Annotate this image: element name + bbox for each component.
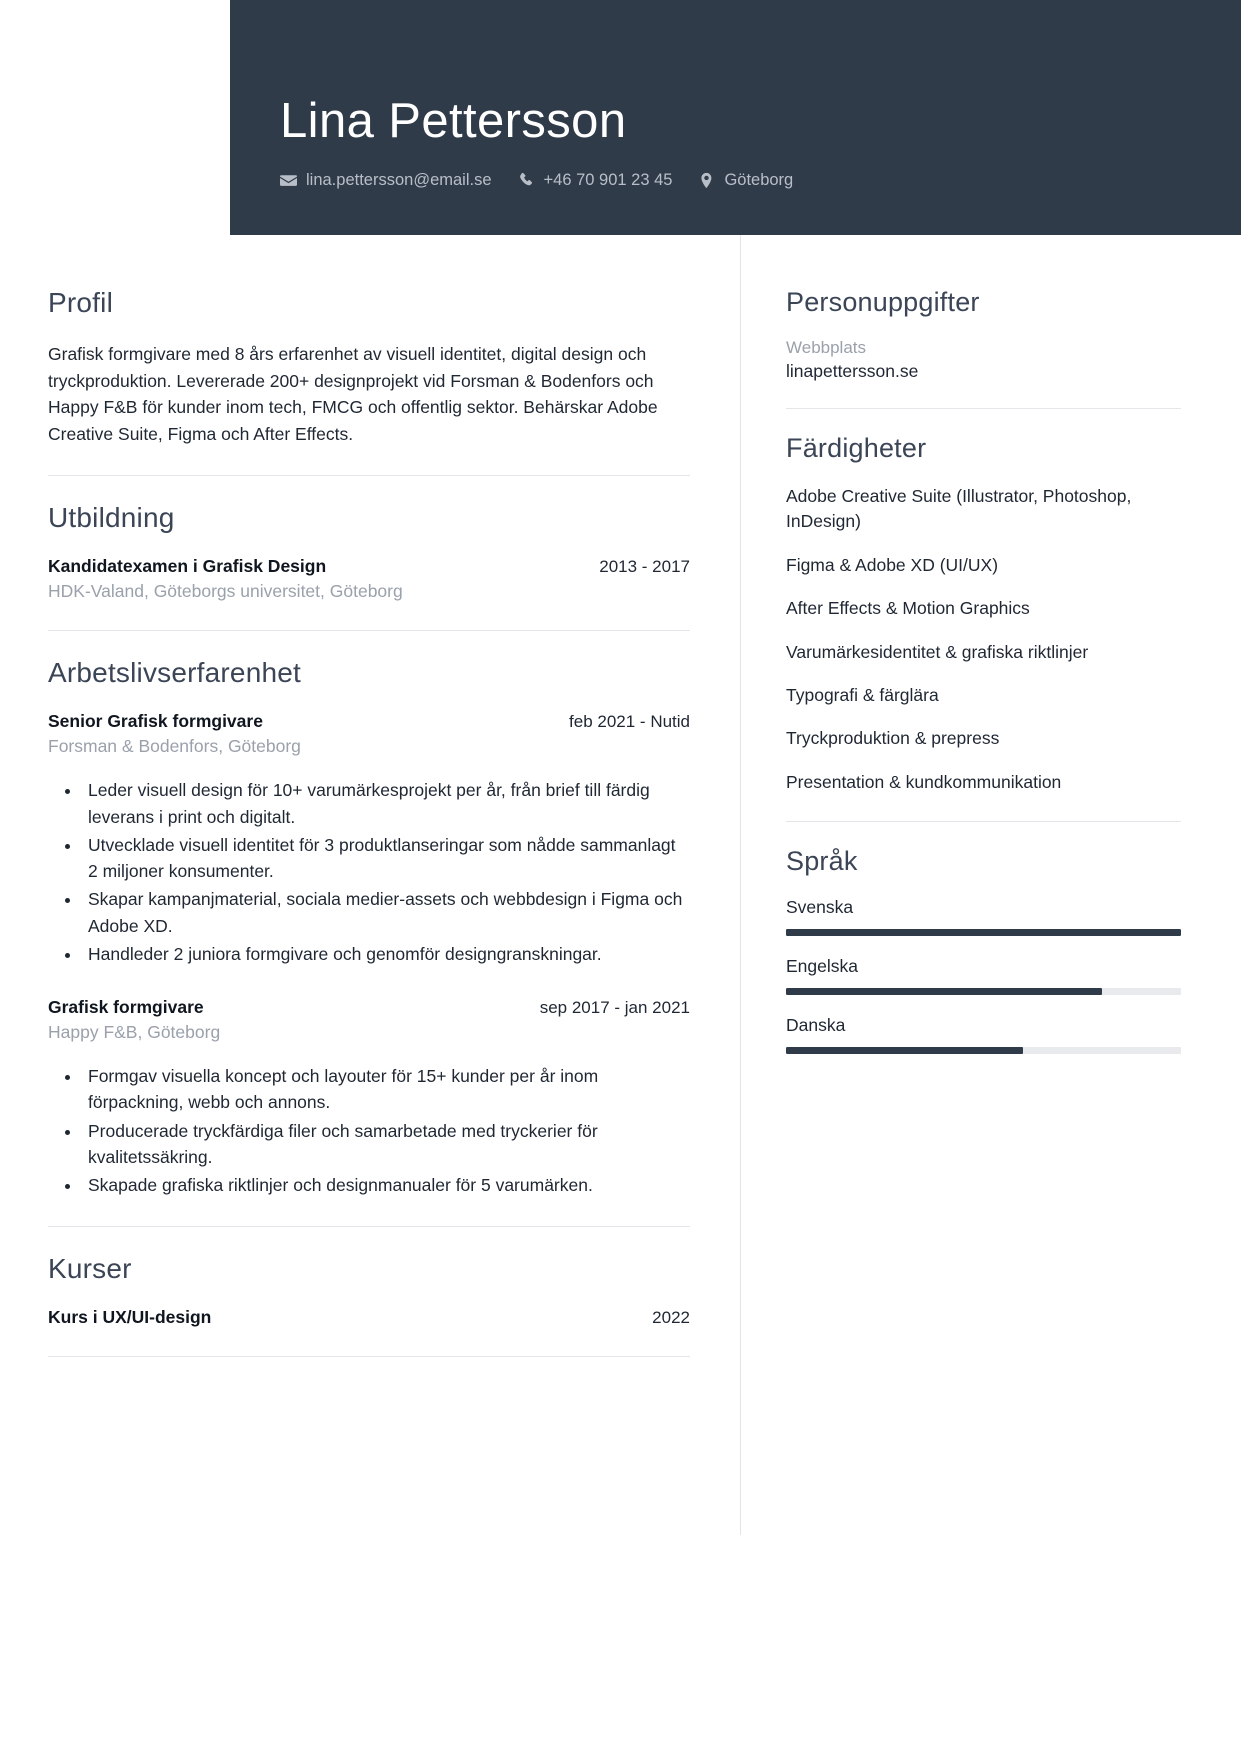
experience-job-title: Senior Grafisk formgivare [48,711,263,732]
contact-email [280,171,492,190]
education-institution: HDK-Valand, Göteborgs universitet, Göteborg [48,581,403,602]
personal-field-value: linapettersson.se [786,361,919,381]
envelope-icon [280,172,297,189]
list-item: • Utvecklade visuell identitet för 3 produktlanseringar som nådde sammanlagt 2 miljoner konsumenter. [82,832,690,885]
language-level-fill [786,1047,1023,1054]
phone-icon [518,172,535,189]
section-title-skills: Färdigheter [786,433,927,463]
list-item: • Skapade grafiska riktlinjer och designmanualer för 5 varumärken. [82,1172,690,1198]
divider-after-personal [786,408,1181,409]
course-title: Kurs i UX/UI-design [48,1307,212,1328]
list-item: • Handleder 2 juniora formgivare och genomför designgranskningar. [82,941,690,967]
language-name: Danska [786,1015,846,1035]
contact-phone [518,171,673,190]
contact-location-text: Göteborg [724,170,794,189]
experience-bullet-list [82,777,690,967]
language-name: Engelska [786,956,858,976]
experience-entry [48,711,690,967]
education-degree: Kandidatexamen i Grafisk Design [48,556,327,577]
course-entry-head [48,1307,690,1328]
language-level-track [786,929,1181,936]
section-profile [48,287,690,447]
list-item: • Leder visuell design för 10+ varumärkesprojekt per år, från brief till färdig leverans i print och digitalt. [82,777,690,830]
language-level-fill [786,929,1181,936]
education-date: 2013 - 2017 [599,557,690,577]
language-level-fill [786,988,1102,995]
list-item: Figma & Adobe XD (UI/UX) [786,554,999,575]
main-column [0,235,740,1535]
divider-after-skills [786,821,1181,822]
experience-bullet-list [82,1063,690,1198]
personal-field-label: Webbplats [786,338,867,357]
list-item: Varumärkesidentitet & grafiska riktlinjer [786,641,1089,662]
experience-employer: Forsman & Bodenfors, Göteborg [48,736,301,757]
divider-after-experience [48,1226,690,1227]
section-title-education: Utbildning [48,502,175,534]
section-title-personal-details: Personuppgifter [786,287,980,317]
experience-entry-head [48,711,690,732]
sidebar-column [740,235,1241,1535]
language-item [786,956,1181,995]
section-title-courses: Kurser [48,1253,132,1285]
list-item: • Skapar kampanjmaterial, sociala medier-assets och webbdesign i Figma och Adobe XD. [82,886,690,939]
section-title-profile: Profil [48,287,113,318]
contact-email-text: lina.pettersson@email.se [306,170,492,189]
list-item: • Producerade tryckfärdiga filer och samarbetade med tryckerier för kvalitetssäkring. [82,1118,690,1171]
contact-phone-text: +46 70 901 23 45 [543,170,673,189]
experience-entry [48,997,690,1198]
divider-after-education [48,630,690,631]
language-item [786,897,1181,936]
list-item: Adobe Creative Suite (Illustrator, Photoshop, InDesign) [786,486,1132,532]
list-item: Typografi & färglära [786,684,939,705]
section-education [48,502,690,602]
section-experience [48,657,690,1198]
list-item: After Effects & Motion Graphics [786,598,1030,619]
candidate-name: Lina Pettersson [280,94,627,148]
experience-employer: Happy F&B, Göteborg [48,1022,221,1043]
education-entry-head [48,556,690,577]
location-pin-icon [698,172,715,189]
section-courses [48,1253,690,1328]
section-title-experience: Arbetslivserfarenhet [48,657,302,689]
personal-field-website [786,338,1181,382]
list-item: • Formgav visuella koncept och layouter för 15+ kunder per år inom förpackning, webb och annons. [82,1063,690,1116]
contact-row [280,171,1241,190]
section-languages [786,846,1181,1054]
experience-job-title: Grafisk formgivare [48,997,204,1018]
profile-summary-text: Grafisk formgivare med 8 års erfarenhet av visuell identitet, digital design och tryckproduktion. Levererade 200+ designprojekt vid Forsman & Bodenfors och Happy F&B för kunder inom tech, FMCG och offentlig sektor. Behärskar Adobe Creative Suite, Figma och After Effects. [48,344,658,444]
divider-after-profile [48,475,690,476]
resume-body [0,235,1241,1535]
language-item [786,1015,1181,1054]
experience-date: feb 2021 - Nutid [569,712,690,732]
language-level-track [786,988,1181,995]
experience-date: sep 2017 - jan 2021 [539,998,690,1018]
section-personal-details [786,287,1181,382]
list-item: Tryckproduktion & prepress [786,728,1000,749]
section-title-languages: Språk [786,846,858,876]
section-skills [786,433,1181,795]
contact-location [698,171,793,190]
course-entry [48,1307,690,1328]
language-name: Svenska [786,897,854,917]
experience-entry-head [48,997,690,1018]
list-item: Presentation & kundkommunikation [786,771,1062,792]
divider-after-courses [48,1356,690,1357]
course-date: 2022 [652,1308,690,1328]
education-entry [48,556,690,602]
resume-header [230,0,1241,235]
language-level-track [786,1047,1181,1054]
